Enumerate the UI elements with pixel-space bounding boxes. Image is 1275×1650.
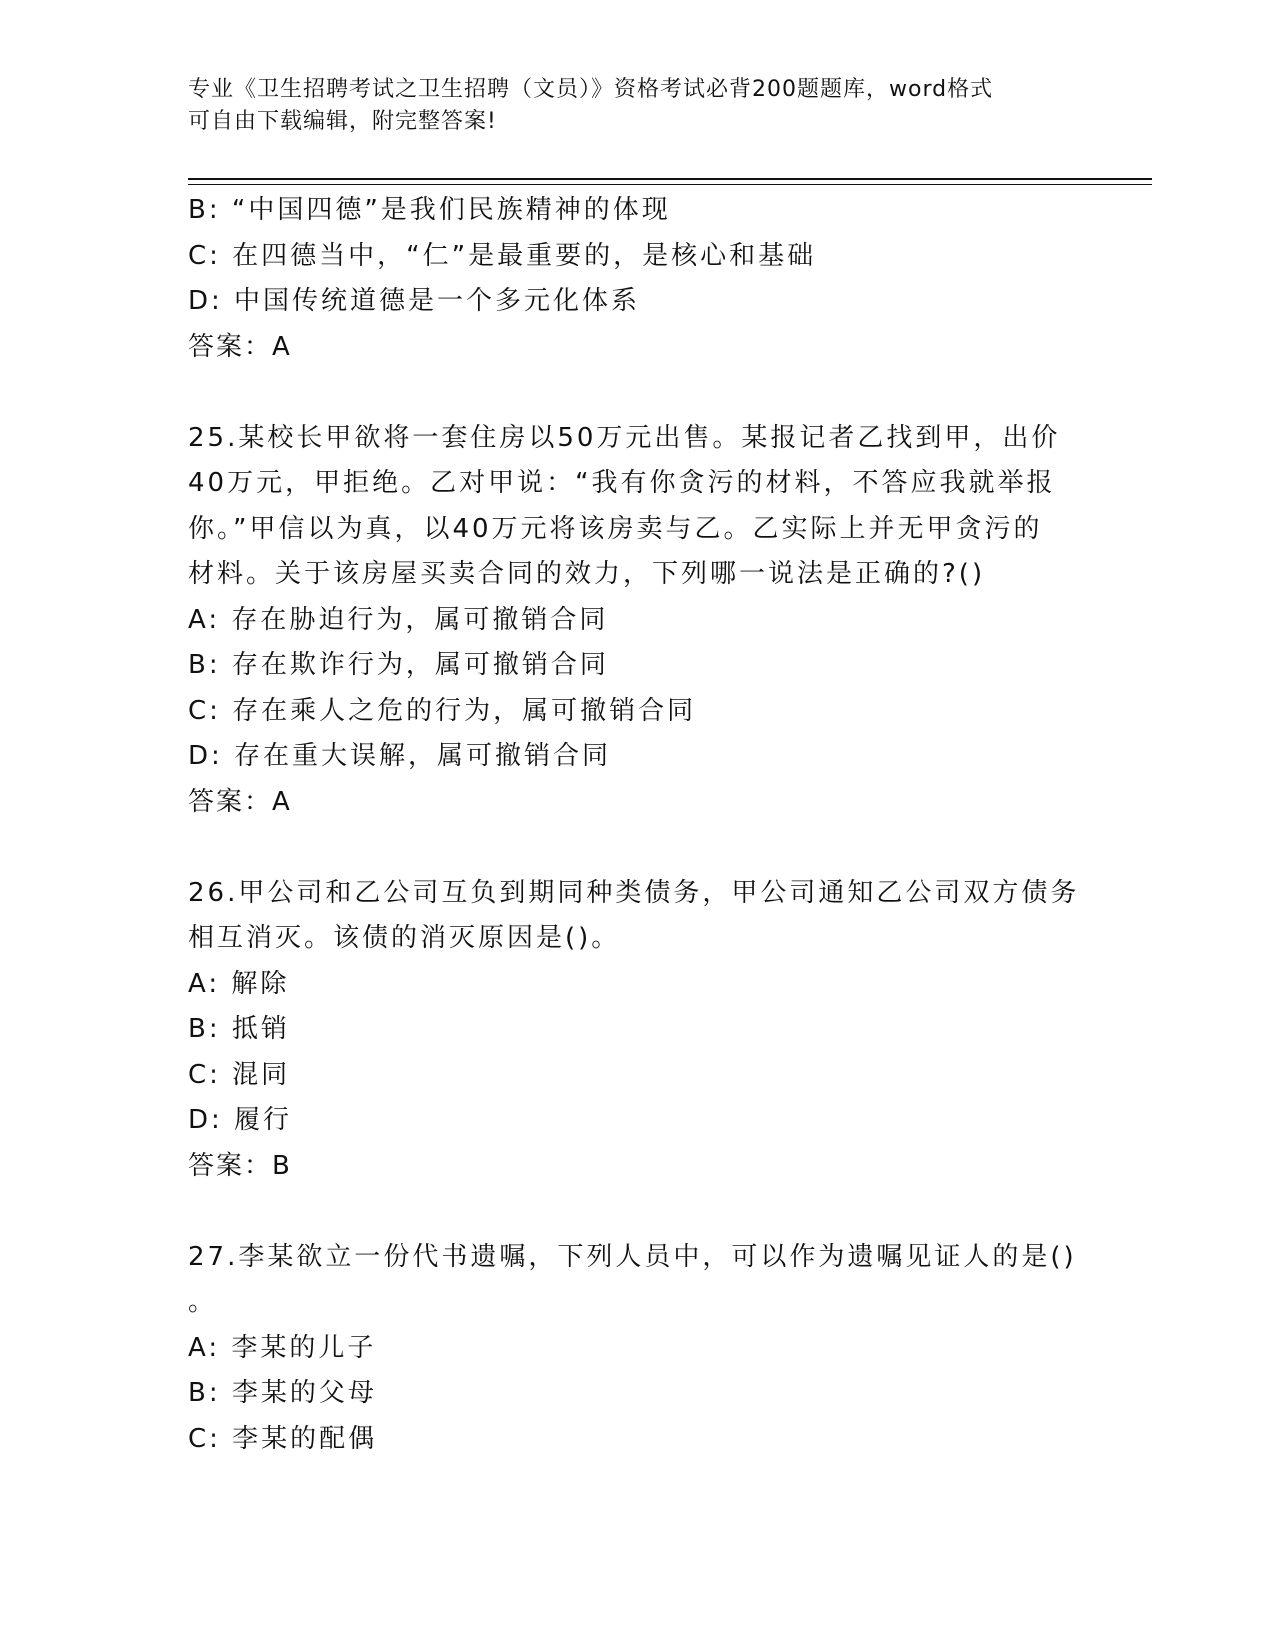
option-a: A: 李某的儿子 <box>188 1332 377 1363</box>
header-divider-thick <box>188 178 1152 180</box>
spacer <box>188 370 1088 416</box>
option-a: A: 解除 <box>188 968 290 999</box>
option-a: A: 存在胁迫行为，属可撤销合同 <box>188 604 609 635</box>
option-d: D: 存在重大误解，属可撤销合同 <box>188 741 612 771</box>
option-b: B: 李某的父母 <box>188 1378 377 1408</box>
spacer <box>188 825 1088 871</box>
option-c: C: 在四德当中，“仁”是最重要的，是核心和基础 <box>188 240 817 271</box>
question-stem-line: 相互消灭。该债的消灭原因是()。 <box>188 923 621 953</box>
question-stem-line: 材料。关于该房屋买卖合同的效力，下列哪一说法是正确的?() <box>188 559 986 589</box>
question-27 <box>188 1235 1088 1463</box>
answer-line: 答案：A <box>188 786 292 817</box>
header-line-2: 可自由下载编辑，附完整答案! <box>188 109 497 134</box>
question-prev-tail <box>188 188 1088 370</box>
question-stem-line: 26.甲公司和乙公司互负到期同种类债务，甲公司通知乙公司双方债务 <box>188 877 1080 908</box>
option-b: B: “中国四德”是我们民族精神的体现 <box>188 195 671 225</box>
question-stem-line: 40万元，甲拒绝。乙对甲说：“我有你贪污的材料，不答应我就举报 <box>188 468 1056 498</box>
header-divider-thin <box>188 184 1152 185</box>
question-stem-line: 。 <box>188 1287 218 1317</box>
option-b: B: 抵销 <box>188 1014 290 1044</box>
question-stem-line: 25.某校长甲欲将一套住房以50万元出售。某报记者乙找到甲，出价 <box>188 422 1061 453</box>
option-d: D: 中国传统道德是一个多元化体系 <box>188 286 641 316</box>
question-25 <box>188 416 1088 826</box>
question-stem-line: 你。”甲信以为真，以40万元将该房卖与乙。乙实际上并无甲贪污的 <box>188 513 1043 544</box>
document-header <box>188 74 1088 138</box>
option-d: D: 履行 <box>188 1105 293 1135</box>
header-line-1: 专业《卫生招聘考试之卫生招聘（文员）》资格考试必背200题题库，word格式 <box>188 77 994 102</box>
option-b: B: 存在欺诈行为，属可撤销合同 <box>188 650 609 680</box>
question-26 <box>188 871 1088 1190</box>
answer-line: 答案：B <box>188 1150 292 1181</box>
spacer <box>188 1189 1088 1235</box>
answer-line: 答案：A <box>188 331 292 362</box>
option-c: C: 混同 <box>188 1059 291 1090</box>
question-stem-line: 27.李某欲立一份代书遗嘱，下列人员中，可以作为遗嘱见证人的是() <box>188 1241 1077 1272</box>
option-c: C: 李某的配偶 <box>188 1423 378 1454</box>
document-body <box>188 188 1088 1462</box>
option-c: C: 存在乘人之危的行为，属可撤销合同 <box>188 695 697 726</box>
